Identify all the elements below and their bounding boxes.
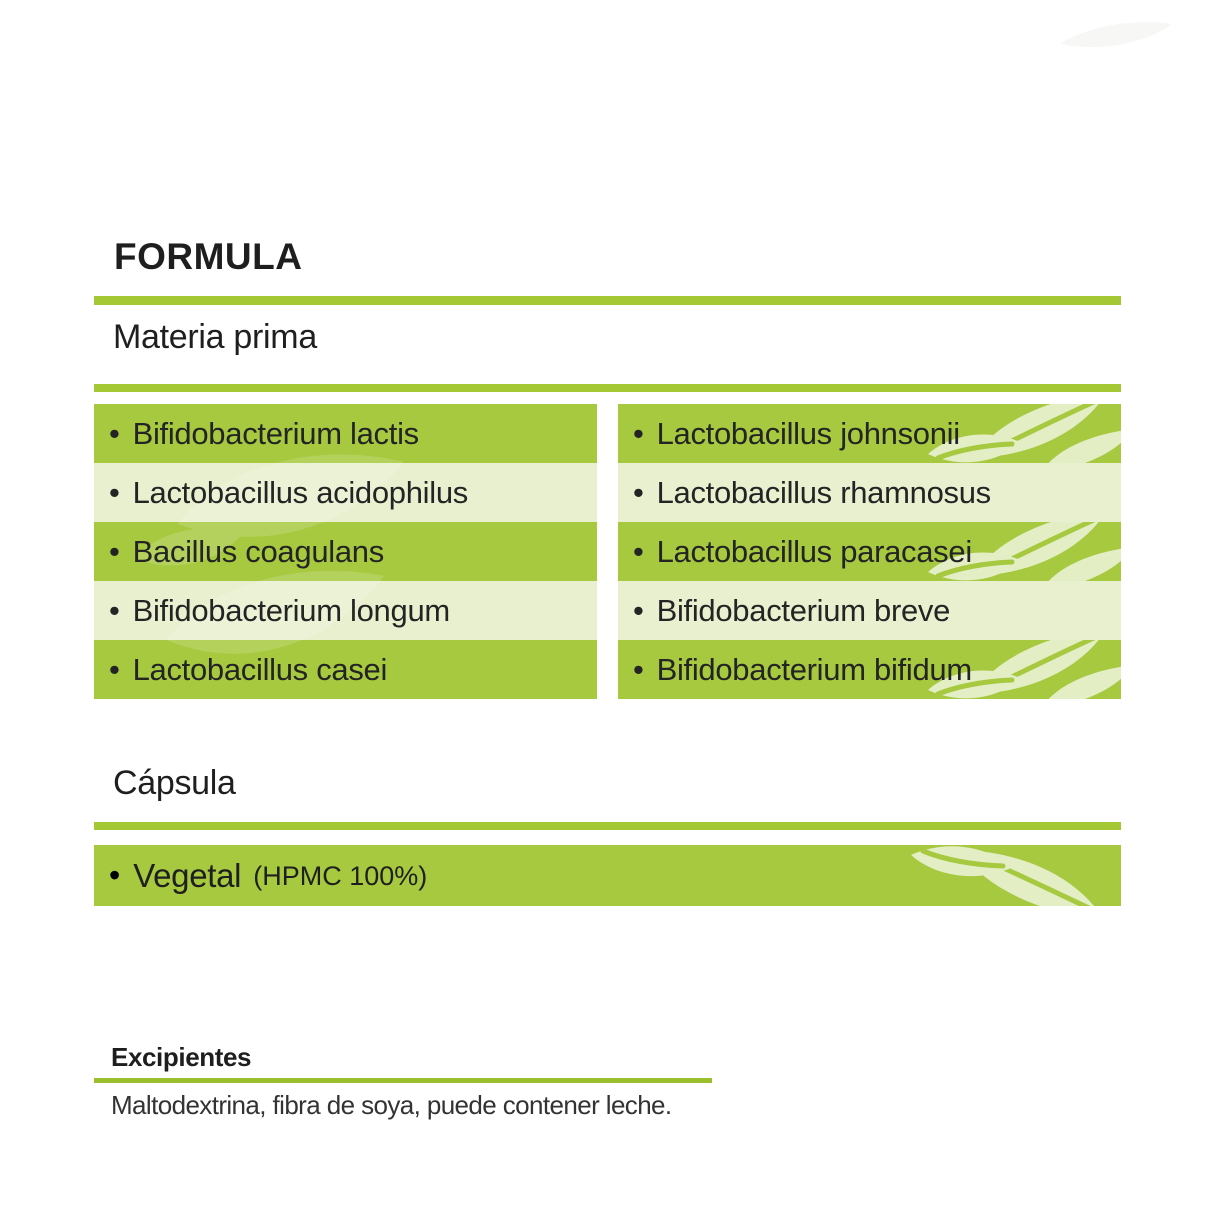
excipientes-text: Maltodextrina, fibra de soya, puede contener leche.: [111, 1090, 672, 1120]
page-title: FORMULA: [114, 236, 303, 277]
bullet-icon: •: [109, 474, 120, 510]
leaf-decoration-icon: [871, 845, 1121, 906]
divider-line: [94, 1078, 712, 1083]
ingredient-row: [618, 463, 1121, 522]
ingredient-row: [94, 404, 597, 463]
capsula-row: [94, 845, 1121, 906]
section-heading-capsula: Cápsula: [113, 764, 236, 802]
section-heading-materia-prima: Materia prima: [113, 318, 317, 356]
bullet-icon: •: [109, 415, 120, 451]
ingredient-name: Lactobacillus casei: [132, 651, 388, 687]
bullet-icon: •: [109, 592, 120, 628]
ingredient-name: Bifidobacterium lactis: [132, 415, 419, 451]
corner-leaf-watermark-icon: [1022, 14, 1192, 58]
ingredient-name: Bifidobacterium longum: [132, 592, 450, 628]
divider-line: [94, 296, 1121, 305]
ingredient-name: Lactobacillus johnsonii: [656, 415, 960, 451]
ingredient-row: [618, 522, 1121, 581]
divider-line: [94, 822, 1121, 830]
ingredient-name: Lactobacillus rhamnosus: [656, 474, 991, 510]
capsule-note: (HPMC 100%): [253, 861, 428, 891]
ingredient-row: [618, 581, 1121, 640]
bullet-icon: •: [633, 651, 644, 687]
ingredient-name: Bacillus coagulans: [132, 533, 384, 569]
ingredient-row: [618, 640, 1121, 699]
bullet-icon: •: [633, 415, 644, 451]
capsule-type: Vegetal: [133, 856, 242, 894]
ingredient-column-right: [618, 404, 1121, 699]
section-heading-excipientes: Excipientes: [111, 1042, 252, 1072]
ingredient-name: Bifidobacterium breve: [656, 592, 951, 628]
ingredient-row: [94, 463, 597, 522]
ingredient-grid: [94, 404, 1121, 699]
ingredient-name: Lactobacillus paracasei: [656, 533, 972, 569]
bullet-icon: •: [633, 533, 644, 569]
ingredient-row: [94, 581, 597, 640]
bullet-icon: •: [109, 857, 121, 893]
ingredient-row: [94, 640, 597, 699]
ingredient-name: Bifidobacterium bifidum: [656, 651, 972, 687]
ingredient-name: Lactobacillus acidophilus: [132, 474, 469, 510]
bullet-icon: •: [633, 592, 644, 628]
bullet-icon: •: [109, 533, 120, 569]
ingredient-row: [94, 522, 597, 581]
ingredient-column-left: [94, 404, 597, 699]
bullet-icon: •: [633, 474, 644, 510]
ingredient-row: [618, 404, 1121, 463]
divider-line: [94, 384, 1121, 392]
bullet-icon: •: [109, 651, 120, 687]
